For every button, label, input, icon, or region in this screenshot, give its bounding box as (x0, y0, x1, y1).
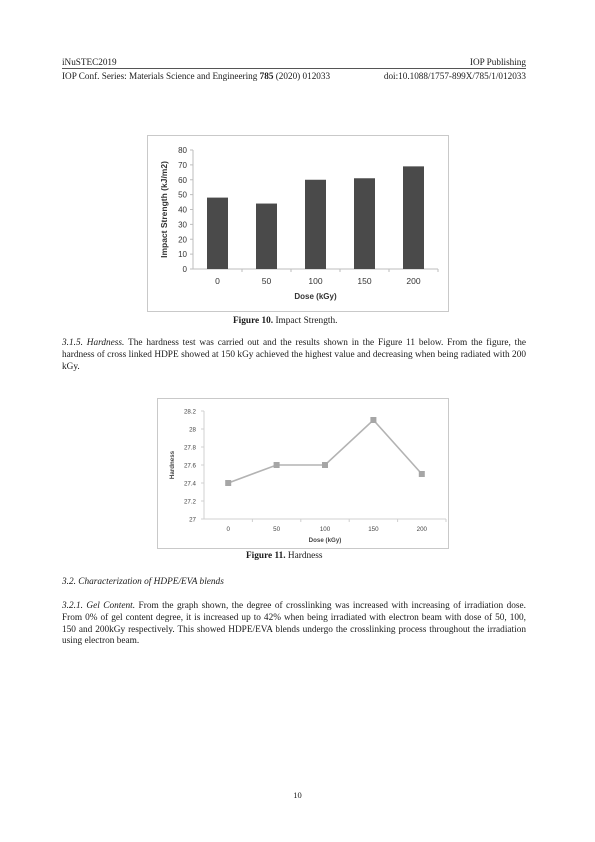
series-suffix: (2020) 012033 (273, 71, 331, 81)
x-tick-label: 0 (215, 276, 220, 286)
x-tick-label: 50 (261, 276, 272, 286)
x-tick-label: 50 (273, 526, 281, 533)
y-tick-label: 28 (189, 426, 196, 434)
bar (256, 204, 277, 269)
x-tick-label: 100 (319, 526, 331, 533)
y-tick-label: 27.2 (183, 498, 196, 506)
y-tick-label: 20 (178, 235, 187, 245)
hardness-heading: 3.1.5. Hardness. (62, 338, 125, 348)
figure11-caption-text: Hardness (285, 551, 323, 561)
data-point-marker (419, 471, 425, 477)
figure10-caption-text: Impact Strength. (273, 316, 338, 326)
y-tick-label: 80 (178, 146, 187, 155)
publisher-name: IOP Publishing (469, 57, 526, 67)
y-tick-label: 28.2 (183, 408, 196, 416)
x-tick-label: 200 (406, 276, 421, 286)
page-number: 10 (293, 790, 302, 800)
x-axis-title: Dose (kGy) (294, 292, 337, 301)
bar (207, 198, 228, 269)
figure11-caption (246, 550, 323, 562)
y-tick-label: 60 (178, 175, 187, 185)
y-tick-label: 40 (178, 205, 187, 215)
bar (403, 166, 424, 269)
hardness-chart-svg (158, 399, 448, 548)
series-prefix: IOP Conf. Series: Materials Science and Engineering (62, 71, 260, 81)
y-tick-label: 30 (178, 220, 187, 230)
figure11-label: Figure 11. (246, 551, 286, 561)
section-32-heading (62, 577, 526, 589)
hardness-text: The hardness test was carried out and the results shown in the Figure 11 below. From the figure, the hardness of cross linked HDPE showed at 150 kGy achieved the highest value and decreasing when being radiated with 200 kGy. (62, 338, 526, 372)
series-line (62, 70, 330, 82)
hardness-paragraph (62, 338, 526, 373)
x-tick-label: 100 (308, 276, 323, 286)
x-tick-label: 200 (416, 526, 427, 533)
hardness-series-line (228, 420, 422, 483)
figure10-caption (233, 315, 337, 327)
doi: doi:10.1088/1757-899X/785/1/012033 (383, 71, 526, 81)
y-tick-label: 70 (178, 160, 187, 170)
data-point-marker (225, 480, 231, 486)
data-point-marker (370, 417, 376, 423)
hardness-chart (157, 398, 449, 549)
y-tick-label: 27 (189, 516, 196, 524)
conference-name: iNuSTEC2019 (62, 57, 117, 67)
figure10-label: Figure 10. (233, 316, 274, 326)
y-tick-label: 27.8 (183, 444, 196, 452)
x-tick-label: 0 (226, 526, 230, 533)
y-axis-title: Impact Strength (kJ/m2) (159, 161, 169, 258)
y-tick-label: 27.4 (183, 480, 196, 488)
volume-number: 785 (259, 71, 274, 81)
y-axis-title: Hardness (169, 450, 176, 480)
bar (354, 178, 375, 269)
y-tick-label: 10 (178, 250, 187, 260)
gel-content-heading: 3.2.1. Gel Content. (62, 601, 136, 611)
x-axis-title: Dose (kGy) (308, 537, 342, 544)
y-tick-label: 50 (178, 190, 187, 200)
impact-strength-chart (147, 135, 449, 312)
data-point-marker (274, 462, 280, 468)
impact-strength-chart-svg (148, 136, 448, 311)
section-32-heading-text: 3.2. Characterization of HDPE/EVA blends (62, 577, 224, 587)
y-tick-label: 0 (182, 265, 187, 274)
x-tick-label: 150 (357, 276, 372, 286)
y-tick-label: 27.6 (183, 462, 196, 470)
x-tick-label: 150 (368, 526, 379, 533)
data-point-marker (322, 462, 328, 468)
header-rule (62, 68, 526, 69)
gel-content-paragraph (62, 601, 526, 648)
gel-content-text: From the graph shown, the degree of crosslinking was increased with increasing of irradiation dose. From 0% of gel content degree, it is increased up to 42% when being irradiated with electron beam with dose of 50, 100, 150 and 200kGy respectively. This showed HDPE/EVA blends undergo the crosslinking process throughout the irradiation using electron beam. (62, 601, 526, 647)
bar (305, 180, 326, 269)
